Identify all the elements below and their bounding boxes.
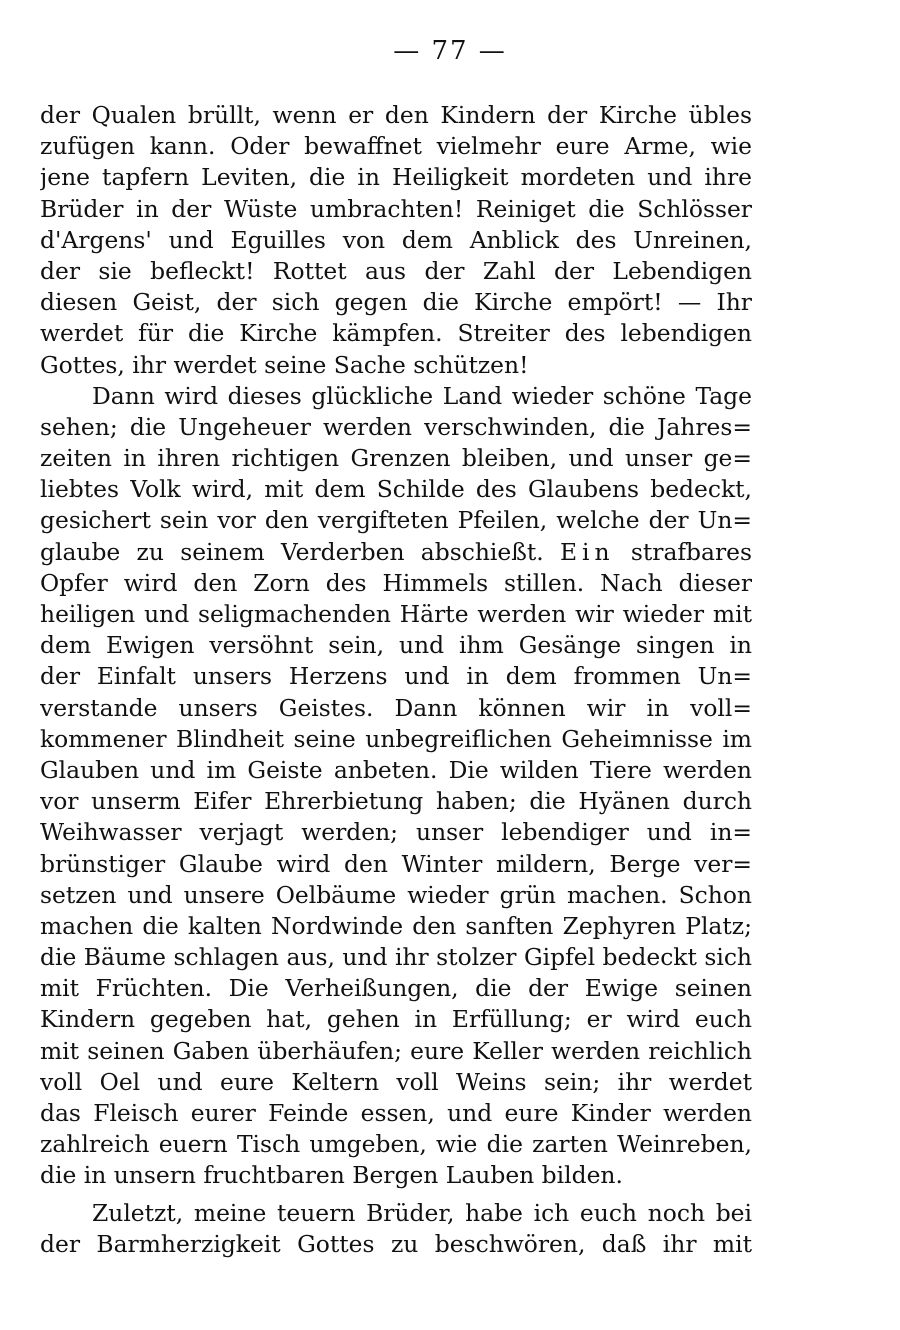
text-line: brünstiger Glaube wird den Winter mildern, Berge ver= (40, 849, 752, 878)
text-line: mit Früchten. Die Verheißungen, die der Ewige seinen (40, 974, 752, 1003)
text-line: d'Argens' und Eguilles von dem Anblick des Unreinen, (40, 225, 752, 254)
text-line: zufügen kann. Oder bewaffnet vielmehr eure Arme, wie (40, 132, 752, 161)
text-line: setzen und unsere Oelbäume wieder grün machen. Schon (40, 880, 752, 909)
text-line: voll Oel und eure Keltern voll Weins sein; ihr werdet (40, 1067, 752, 1096)
text-line: der sie befleckt! Rottet aus der Zahl der Lebendigen (40, 256, 752, 285)
paragraph-start: Zuletzt, meine teuern Brüder, habe ich euch noch bei (92, 1198, 752, 1227)
text-fragment: glaube zu seinem Verderben abschießt. (40, 537, 544, 566)
text-line: heiligen und seligmachenden Härte werden wir wieder mit (40, 600, 752, 628)
text-line: der Barmherzigkeit Gottes zu beschwören, daß ihr mit (40, 1229, 752, 1258)
text-line: Kindern gegeben hat, gehen in Erfüllung; er wird euch (40, 1005, 752, 1034)
text-line: diesen Geist, der sich gegen die Kirche empört! — Ihr (40, 288, 752, 317)
text-line: Brüder in der Wüste umbrachten! Reiniget die Schlösser (40, 194, 752, 223)
text-line: Glauben und im Geiste anbeten. Die wilden Tiere werden (40, 755, 752, 784)
spaced-word: Ein (559, 537, 615, 566)
text-line: jene tapfern Leviten, die in Heiligkeit mordeten und ihre (40, 163, 752, 192)
text-line: die in unsern fruchtbaren Bergen Lauben bilden. (40, 1161, 623, 1190)
text-line: vor unserm Eifer Ehrerbietung haben; die Hyänen durch (40, 787, 752, 816)
text-line: Gottes, ihr werdet seine Sache schützen! (40, 350, 529, 379)
text-line: machen die kalten Nordwinde den sanften Zephyren Platz; (40, 911, 752, 940)
text-fragment: strafbares (630, 537, 752, 566)
text-line: zeiten in ihren richtigen Grenzen bleiben, und unser ge= (40, 444, 752, 473)
text-line: Opfer wird den Zorn des Himmels stillen. Nach dieser (40, 568, 752, 597)
text-line: Weihwasser verjagt werden; unser lebendiger und in= (40, 818, 752, 847)
text-line: gesichert sein vor den vergifteten Pfeilen, welche der Un= (40, 506, 752, 535)
paragraph-start: Dann wird dieses glückliche Land wieder schöne Tage (92, 381, 752, 410)
text-line: sehen; die Ungeheuer werden verschwinden, die Jahres= (40, 412, 752, 441)
text-line: liebtes Volk wird, mit dem Schilde des Glaubens bedeckt, (40, 475, 752, 504)
text-line: das Fleisch eurer Feinde essen, und eure Kinder werden (40, 1099, 752, 1127)
text-line: verstande unsers Geistes. Dann können wir in voll= (40, 693, 752, 722)
text-line: der Einfalt unsers Herzens und in dem frommen Un= (40, 662, 752, 691)
text-line: die Bäume schlagen aus, und ihr stolzer Gipfel bedeckt sich (40, 943, 752, 972)
text-line: der Qualen brüllt, wenn er den Kindern der Kirche übles (40, 101, 752, 129)
text-line: zahlreich euern Tisch umgeben, wie die zarten Weinreben, (40, 1130, 752, 1159)
page-number: — 77 — (393, 36, 507, 66)
text-line: dem Ewigen versöhnt sein, und ihm Gesänge singen in (40, 631, 752, 660)
text-line: mit seinen Gaben überhäufen; eure Keller werden reichlich (40, 1036, 752, 1065)
text-line: werdet für die Kirche kämpfen. Streiter des lebendigen (40, 319, 752, 348)
body-text (40, 100, 752, 1260)
text-line: kommener Blindheit seine unbegreiflichen Geheimnisse im (40, 724, 752, 753)
text-line-composite (40, 537, 752, 568)
